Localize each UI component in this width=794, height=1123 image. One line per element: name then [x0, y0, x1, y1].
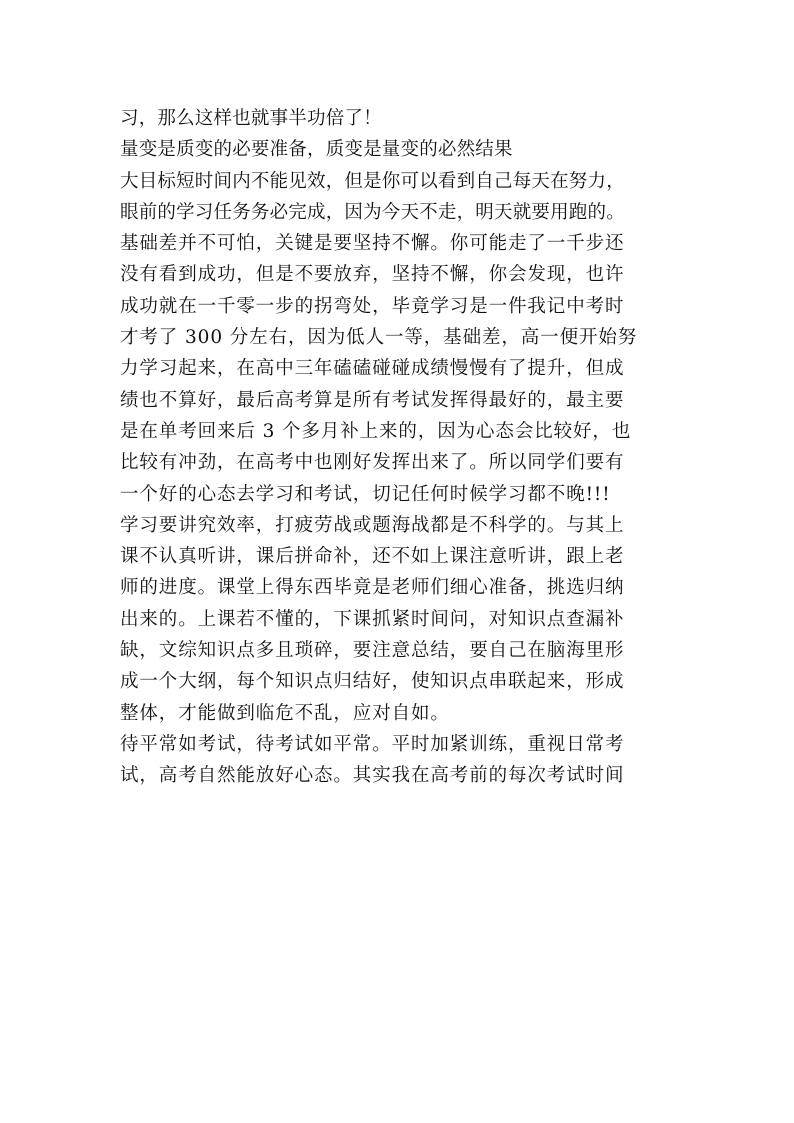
text-line: 比较有冲劲，在高考中也刚好发挥出来了。所以同学们要有: [120, 452, 625, 474]
text-line: 习，那么这样也就事半功倍了！: [120, 108, 382, 129]
text-line: 力学习起来，在高中三年磕磕碰碰成绩慢慢有了提升，但成: [120, 358, 625, 380]
text-line: 待平常如考试，待考试如平常。平时加紧训练，重视日常考: [120, 733, 625, 755]
text-line: 课不认真听讲，课后拼命补，还不如上课注意听讲，跟上老: [120, 546, 625, 568]
body-text: [120, 103, 700, 792]
text-line: 眼前的学习任务务必完成，因为今天不走，明天就要用跑的。: [120, 201, 625, 223]
text-line: 绩也不算好，最后高考算是所有考试发挥得最好的，最主要: [120, 389, 625, 411]
text-line: 成一个大纲，每个知识点归结好，使知识点串联起来，形成: [120, 671, 625, 693]
text-line: 成功就在一千零一步的拐弯处，毕竟学习是一件我记中考时: [120, 295, 625, 317]
text-line: 试，高考自然能放好心态。其实我在高考前的每次考试时间: [120, 765, 625, 787]
text-line: 师的进度。课堂上得东西毕竟是老师们细心准备，挑选归纳: [120, 577, 625, 599]
text-line: 量变是质变的必要准备，质变是量变的必然结果: [120, 139, 513, 161]
text-line: 出来的。上课若不懂的，下课抓紧时间问，对知识点查漏补: [120, 608, 625, 630]
text-line: 没有看到成功，但是不要放弃，坚持不懈，你会发现，也许: [120, 264, 625, 286]
text-line: 基础差并不可怕，关键是要坚持不懈。你可能走了一千步还: [120, 233, 625, 255]
text-line: 缺，文综知识点多且琐碎，要注意总结，要自己在脑海里形: [120, 640, 625, 662]
text-line: 整体，才能做到临危不乱，应对自如。: [120, 702, 450, 724]
text-line: 大目标短时间内不能见效，但是你可以看到自己每天在努力，: [120, 170, 625, 192]
text-line: 才考了 300 分左右，因为低人一等，基础差，高一便开始努: [120, 327, 638, 349]
text-line: 一个好的心态去学习和考试，切记任何时候学习都不晚!!!: [120, 483, 611, 505]
text-line: 是在单考回来后 3 个多月补上来的，因为心态会比较好，也: [120, 420, 632, 442]
text-line: 学习要讲究效率，打疲劳战或题海战都是不科学的。与其上: [120, 514, 625, 536]
